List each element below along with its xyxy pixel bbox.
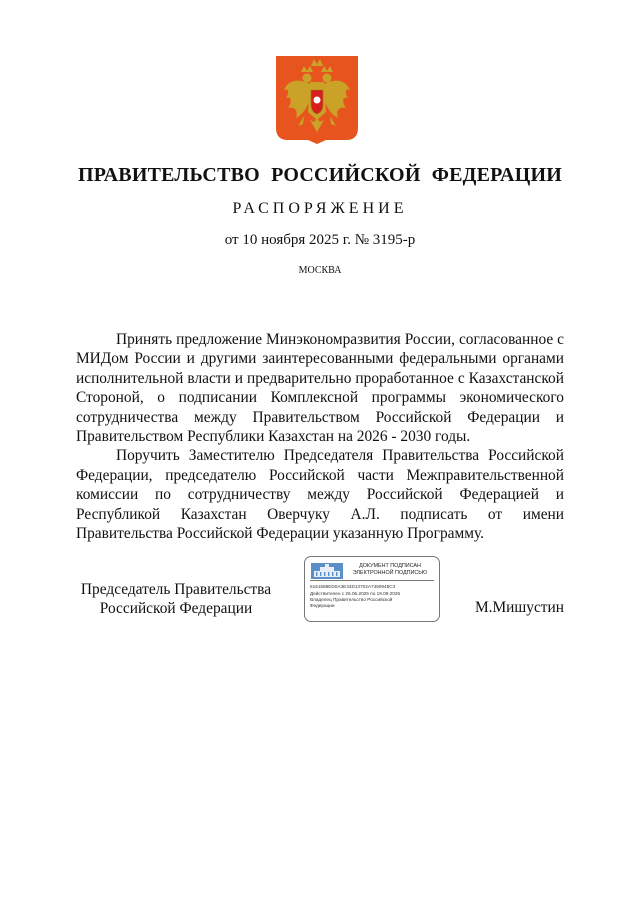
government-building-icon [310, 562, 344, 580]
document-body [76, 330, 564, 543]
electronic-signature-stamp [304, 556, 440, 622]
document-type: РАСПОРЯЖЕНИЕ [232, 200, 408, 217]
stamp-title-line: ЭЛЕКТРОННОЙ ПОДПИСЬЮ [352, 569, 428, 576]
stamp-owner: Федерации [310, 603, 335, 608]
document-city: МОСКВА [298, 265, 342, 276]
stamp-validity: Действителен с 26.06.2025 по 19.09.2026 [310, 591, 401, 596]
stamp-owner: Владелец Правительство Российской [310, 597, 393, 602]
document-date-number: от 10 ноября 2025 г. № 3195-р [224, 232, 416, 248]
signatory-name: М.Мишустин [474, 599, 564, 616]
paragraph: Принять предложение Минэкономразвития России, согласованное с МИДом России и другими заинтересованными федеральными органами исполнительной власти и предварительно проработанное с Казахстанской Стороной, о подписании Комплексной программы экономического сотрудничества между Правительством Российской Федерации и Правительством Республики Казахстан на 2026 - 2030 годы. [76, 331, 564, 446]
stamp-serial: 5161588ED0A3E34D13702A7460948C3 [310, 584, 396, 589]
coat-of-arms-icon [276, 56, 358, 144]
stamp-title [345, 563, 435, 576]
stamp-title-line: ДОКУМЕНТ ПОДПИСАН [359, 563, 421, 569]
signatory-position [76, 580, 276, 618]
signatory-position-line: Председатель Правительства [80, 581, 272, 598]
stamp-divider [310, 580, 434, 581]
signatory-position-line: Российской Федерации [99, 600, 253, 617]
paragraph: Поручить Заместителю Председателя Правительства Российской Федерации, председателю Российской части Межправительственной комиссии по сотрудничеству между Российской Федерацией и Республикой Казахстан Оверчуку А.Л. подписать от имени Правительства Российской Федерации указанную Программу. [76, 447, 564, 543]
org-title: ПРАВИТЕЛЬСТВО РОССИЙСКОЙ ФЕДЕРАЦИИ [78, 164, 562, 186]
